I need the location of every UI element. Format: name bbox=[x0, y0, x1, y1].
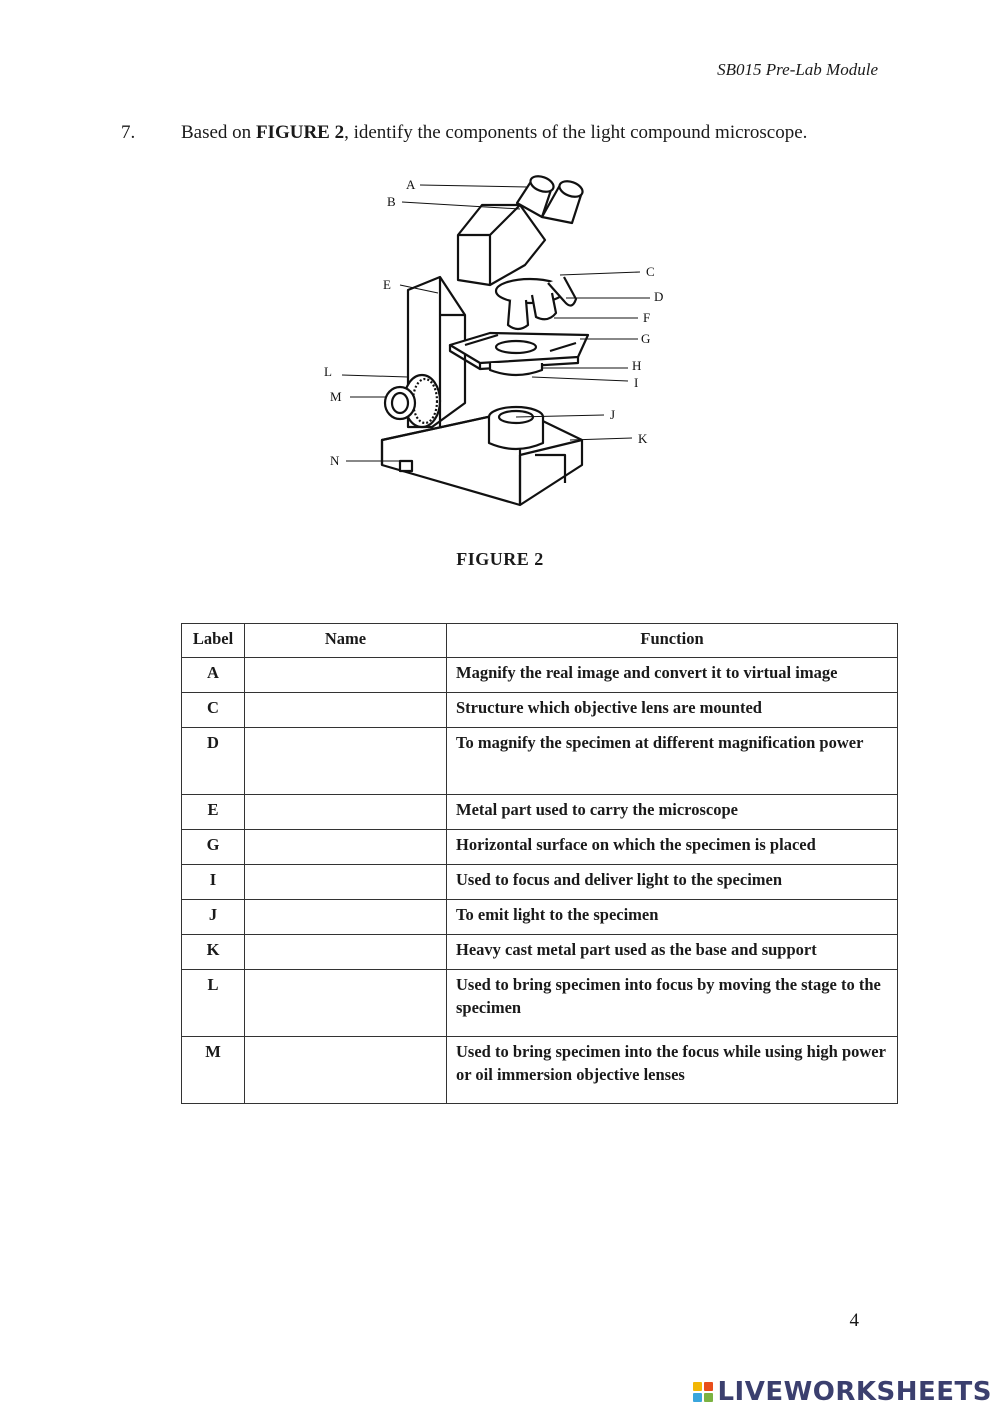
switch-icon bbox=[400, 461, 412, 471]
figure-label-a: A bbox=[406, 177, 416, 192]
logo-square bbox=[704, 1382, 713, 1391]
row-function: Horizontal surface on which the specimen is placed bbox=[447, 830, 898, 865]
page-number: 4 bbox=[849, 1310, 859, 1331]
figure-label-d: D bbox=[654, 289, 664, 304]
row-function: Magnify the real image and convert it to virtual image bbox=[447, 658, 898, 693]
row-label: A bbox=[182, 658, 245, 693]
module-header: SB015 Pre-Lab Module bbox=[717, 60, 878, 79]
table-row bbox=[182, 935, 898, 970]
table-row bbox=[182, 865, 898, 900]
row-label: M bbox=[182, 1037, 245, 1104]
name-answer-cell[interactable] bbox=[245, 795, 447, 830]
figure-label-c: C bbox=[646, 264, 655, 279]
table-row bbox=[182, 693, 898, 728]
row-function: Used to bring specimen into the focus while using high power or oil immersion objective lenses bbox=[447, 1037, 898, 1104]
figure-label-f: F bbox=[643, 310, 651, 325]
watermark-text: LIVEWORKSHEETS bbox=[717, 1377, 992, 1407]
figure-label-i: I bbox=[634, 375, 639, 390]
fine-focus-knob bbox=[385, 387, 415, 419]
header-label: Label bbox=[182, 624, 245, 658]
row-function: Used to bring specimen into focus by moving the stage to the specimen bbox=[447, 970, 898, 1037]
row-function: To emit light to the specimen bbox=[447, 900, 898, 935]
stage-aperture bbox=[496, 341, 536, 353]
logo-square bbox=[693, 1393, 702, 1402]
question-suffix: , identify the components of the light compound microscope. bbox=[344, 122, 808, 143]
leader-line-c bbox=[560, 272, 640, 275]
name-answer-cell[interactable] bbox=[245, 693, 447, 728]
question-number: 7. bbox=[121, 122, 136, 143]
name-answer-cell[interactable] bbox=[245, 900, 447, 935]
figure-reference: FIGURE 2 bbox=[255, 122, 345, 143]
table-row bbox=[182, 658, 898, 693]
logo-square bbox=[704, 1393, 713, 1402]
row-label: K bbox=[182, 935, 245, 970]
header-name: Name bbox=[245, 624, 447, 658]
row-function: To magnify the specimen at different magnification power bbox=[447, 728, 898, 795]
row-label: I bbox=[182, 865, 245, 900]
figure-label-g: G bbox=[641, 331, 651, 346]
figure-label-e: E bbox=[383, 277, 391, 292]
table-row bbox=[182, 830, 898, 865]
microscope-figure bbox=[320, 165, 690, 525]
row-label: J bbox=[182, 900, 245, 935]
name-answer-cell[interactable] bbox=[245, 658, 447, 693]
figure-label-m: M bbox=[330, 389, 342, 404]
figure-label-h: H bbox=[632, 358, 642, 373]
liveworksheets-watermark bbox=[693, 1377, 992, 1407]
row-label: L bbox=[182, 970, 245, 1037]
row-function: Structure which objective lens are mounted bbox=[447, 693, 898, 728]
liveworksheets-logo-icon bbox=[693, 1382, 713, 1402]
leader-line-a bbox=[420, 185, 528, 187]
table-row bbox=[182, 795, 898, 830]
row-label: G bbox=[182, 830, 245, 865]
microscope-head bbox=[458, 205, 545, 285]
row-label: E bbox=[182, 795, 245, 830]
header-function: Function bbox=[447, 624, 898, 658]
row-label: C bbox=[182, 693, 245, 728]
row-function: Heavy cast metal part used as the base and support bbox=[447, 935, 898, 970]
name-answer-cell[interactable] bbox=[245, 935, 447, 970]
objective-lens-1 bbox=[508, 300, 528, 329]
row-label: D bbox=[182, 728, 245, 795]
figure-label-l: L bbox=[324, 364, 332, 379]
leader-line-i bbox=[532, 377, 628, 381]
figure-label-b: B bbox=[387, 194, 396, 209]
table-header-row bbox=[182, 624, 898, 658]
figure-label-j: J bbox=[610, 407, 616, 422]
row-function: Metal part used to carry the microscope bbox=[447, 795, 898, 830]
figure-label-n: N bbox=[330, 453, 340, 468]
microscope-diagram bbox=[320, 165, 690, 525]
name-answer-cell[interactable] bbox=[245, 865, 447, 900]
table-row bbox=[182, 728, 898, 795]
table-row bbox=[182, 970, 898, 1037]
name-answer-cell[interactable] bbox=[245, 970, 447, 1037]
name-answer-cell[interactable] bbox=[245, 830, 447, 865]
row-function: Used to focus and deliver light to the specimen bbox=[447, 865, 898, 900]
figure-label-k: K bbox=[638, 431, 648, 446]
logo-square bbox=[693, 1382, 702, 1391]
figure-caption: FIGURE 2 bbox=[456, 549, 544, 569]
condenser bbox=[490, 363, 542, 375]
table-row bbox=[182, 1037, 898, 1104]
parts-table bbox=[181, 623, 898, 1104]
objective-lens-2 bbox=[532, 293, 556, 319]
name-answer-cell[interactable] bbox=[245, 1037, 447, 1104]
name-answer-cell[interactable] bbox=[245, 728, 447, 795]
question-text bbox=[181, 122, 807, 144]
question-prefix: Based on bbox=[181, 122, 256, 143]
leader-line-l bbox=[342, 375, 408, 377]
table-row bbox=[182, 900, 898, 935]
